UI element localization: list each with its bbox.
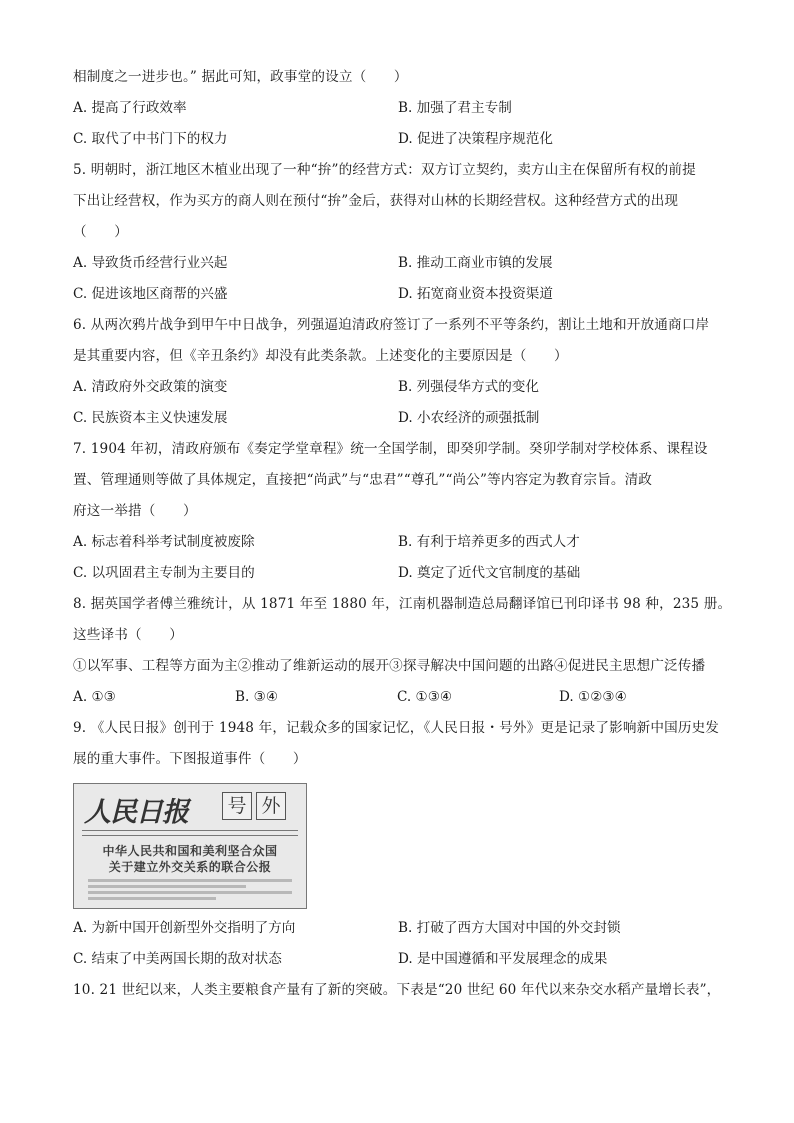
q5-options-row-1 [73,248,723,279]
q7-stem-line-3: 府这一举措（ ） [73,503,197,519]
newspaper-headline-1: 中华人民共和国和美利坚合众国 [102,844,278,858]
q7-options-row-2 [73,558,723,589]
q7-option-d[interactable]: D. 奠定了近代文官制度的基础 [398,565,581,581]
q9-option-d[interactable]: D. 是中国遵循和平发展理念的成果 [398,951,608,967]
q8-option-a[interactable]: A. ①③ [73,689,116,705]
q6-options-row-2 [73,403,723,434]
q5-option-c[interactable]: C. 促进该地区商帮的兴盛 [73,286,228,302]
q5-option-a[interactable]: A. 导致货币经营行业兴起 [73,255,228,271]
q8-option-b[interactable]: B. ③④ [235,689,279,705]
q5-stem-line-3: （ ） [73,224,128,240]
q9-option-c[interactable]: C. 结束了中美两国长期的敌对状态 [73,951,282,967]
newspaper-haowai [222,792,290,820]
q5-option-d[interactable]: D. 拓宽商业资本投资渠道 [398,286,553,302]
q4-options-row-2 [73,124,723,155]
newspaper-masthead: 人民日报 [84,797,188,828]
q6-option-c[interactable]: C. 民族资本主义快速发展 [73,410,228,426]
q4-option-a[interactable]: A. 提高了行政效率 [73,100,187,116]
newspaper-haowai-char-1: 号 [222,792,252,820]
q5-stem-line-2: 下出让经营权，作为买方的商人则在预付“拚”金后，获得对山林的长期经营权。这种经营方式的出现 [73,193,679,209]
q5-options-row-2 [73,279,723,310]
q6-option-b[interactable]: B. 列强侵华方式的变化 [398,379,539,395]
q6-stem-line-1: 6. 从两次鸦片战争到甲午中日战争，列强逼迫清政府签订了一系列不平等条约，割让土地和开放通商口岸 [73,317,710,333]
q4-option-c[interactable]: C. 取代了中书门下的权力 [73,131,228,147]
newspaper-text-line [88,897,216,900]
newspaper-headline-2: 关于建立外交关系的联合公报 [108,860,272,874]
q8-options-row [73,682,723,713]
q7-option-b[interactable]: B. 有利于培养更多的西式人才 [398,534,580,550]
q5-stem-line-1: 5. 明朝时，浙江地区木植业出现了一种“拚”的经营方式：双方订立契约，卖方山主在保留所有权的前提 [73,162,696,178]
newspaper-haowai-char-2: 外 [256,792,286,820]
newspaper-rule [82,830,298,836]
newspaper-text-line [88,879,292,882]
q8-items: ①以军事、工程等方面为主②推动了维新运动的展开③探寻解决中国问题的出路④促进民主思想广泛传播 [73,658,706,674]
newspaper-text-line [88,885,246,888]
q9-stem-line-1: 9. 《人民日报》创刊于 1948 年，记载众多的国家记忆，《人民日报・号外》更是记录了影响新中国历史发 [73,720,720,736]
q7-stem-line-2: 置、管理通则等做了具体规定，直接把“尚武”与“忠君”“尊孔”“尚公”等内容定为教育宗旨。清政 [73,472,653,488]
exam-page [73,62,732,1006]
q5-option-b[interactable]: B. 推动工商业市镇的发展 [398,255,553,271]
q8-option-c[interactable]: C. ①③④ [397,689,453,705]
q6-option-a[interactable]: A. 清政府外交政策的演变 [73,379,228,395]
q7-option-c[interactable]: C. 以巩固君主专制为主要目的 [73,565,255,581]
q7-option-a[interactable]: A. 标志着科举考试制度被废除 [73,534,255,550]
q4-option-b[interactable]: B. 加强了君主专制 [398,100,512,116]
q6-option-d[interactable]: D. 小农经济的顽强抵制 [398,410,540,426]
q8-stem-line-2: 这些译书（ ） [73,627,183,643]
q9-options-row-2 [73,944,723,975]
q10-stem-line-1: 10. 21 世纪以来，人类主要粮食产量有了新的突破。下表是“20 世纪 60 年代以来杂交水稻产量增长表”， [73,982,721,998]
q9-option-b[interactable]: B. 打破了西方大国对中国的外交封锁 [398,920,621,936]
q8-option-d[interactable]: D. ①②③④ [559,689,627,705]
q4-options-row-1 [73,93,723,124]
q7-stem-line-1: 7. 1904 年初，清政府颁布《奏定学堂章程》统一全国学制，即癸卯学制。癸卯学制对学校体系、课程设 [73,441,708,457]
q6-stem-line-2: 是其重要内容，但《辛丑条约》却没有此类条款。上述变化的主要原因是（ ） [73,348,568,364]
q4-option-d[interactable]: D. 促进了决策程序规范化 [398,131,553,147]
q9-stem-line-2: 展的重大事件。下图报道事件（ ） [73,751,307,767]
newspaper-extra-image [73,783,307,909]
q4-stem-continuation: 相制度之一进步也。” 据此可知，政事堂的设立（ ） [73,69,408,85]
q6-options-row-1 [73,372,723,403]
newspaper-text-line [88,891,292,894]
q9-options-row-1 [73,913,723,944]
q9-option-a[interactable]: A. 为新中国开创新型外交指明了方向 [73,920,296,936]
q8-stem-line-1: 8. 据英国学者傅兰雅统计，从 1871 年至 1880 年，江南机器制造总局翻译馆已刊印译书 98 种，235 册。 [73,596,732,612]
q7-options-row-1 [73,527,723,558]
